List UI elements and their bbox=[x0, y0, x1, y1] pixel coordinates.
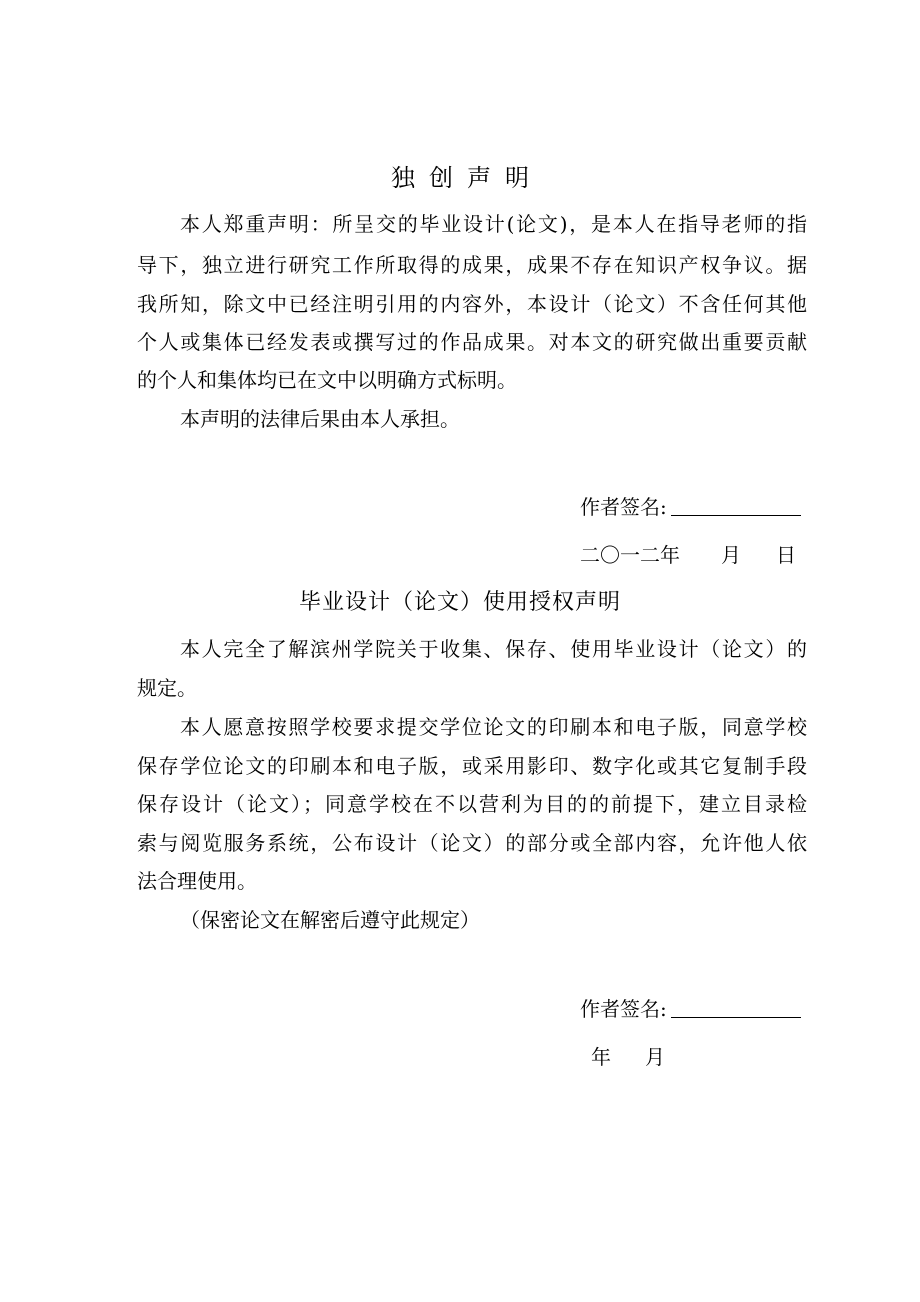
declaration-p1-line2: 导下，独立进行研究工作所取得的成果，成果不存在知识产权争议。据 bbox=[137, 253, 807, 277]
declaration-p1-line3: 我所知，除文中已经注明引用的内容外，本设计（论文）不含任何其他 bbox=[137, 292, 807, 316]
authorization-title: 毕业设计（论文）使用授权声明 bbox=[298, 590, 621, 615]
authorization-p2-line4: 索与阅览服务系统，公布设计（论文）的部分或全部内容，允许他人依 bbox=[137, 831, 807, 855]
authorization-p1-line2: 规定。 bbox=[137, 676, 197, 700]
authorization-p2-line5: 法合理使用。 bbox=[137, 869, 257, 893]
declaration-p1-line1: 本人郑重声明：所呈交的毕业设计(论文)，是本人在指导老师的指 bbox=[180, 212, 807, 236]
declaration-date-day: 日 bbox=[776, 543, 796, 567]
declaration-p1-line4: 个人或集体已经发表或撰写过的作品成果。对本文的研究做出重要贡献 bbox=[137, 330, 807, 354]
authorization-p2-line3: 保存设计（论文）；同意学校在不以营利为目的的前提下，建立目录检 bbox=[137, 792, 807, 816]
authorization-p2-line1: 本人愿意按照学校要求提交学位论文的印刷本和电子版，同意学校 bbox=[180, 715, 807, 739]
authorization-date-month: 月 bbox=[645, 1045, 665, 1069]
authorization-p1-line1: 本人完全了解滨州学院关于收集、保存、使用毕业设计（论文）的 bbox=[180, 637, 807, 661]
declaration-p2-line1: 本声明的法律后果由本人承担。 bbox=[180, 407, 460, 431]
declaration-date-month: 月 bbox=[721, 543, 741, 567]
authorization-p2-line2: 保存学位论文的印刷本和电子版，或采用影印、数字化或其它复制手段 bbox=[137, 754, 807, 778]
authorization-signature-line[interactable] bbox=[671, 1017, 801, 1018]
authorization-signature-label: 作者签名: bbox=[580, 997, 667, 1021]
authorization-date-year: 年 bbox=[591, 1045, 611, 1069]
declaration-signature-line[interactable] bbox=[671, 515, 801, 516]
declaration-signature-label: 作者签名: bbox=[580, 495, 667, 519]
declaration-title: 独创声明 bbox=[391, 164, 543, 192]
authorization-p3-line1: （保密论文在解密后遵守此规定） bbox=[180, 908, 480, 932]
declaration-p1-line5: 的个人和集体均已在文中以明确方式标明。 bbox=[137, 368, 517, 392]
declaration-date-year: 二〇一二年 bbox=[580, 543, 680, 567]
